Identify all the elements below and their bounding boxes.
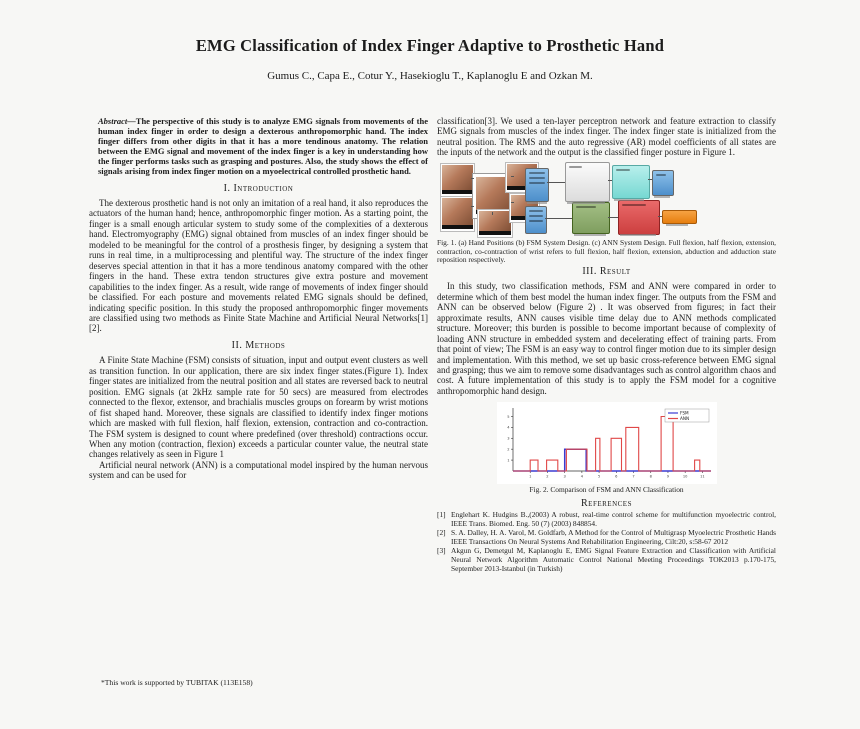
svg-text:10: 10 — [682, 474, 687, 479]
abstract-text: The perspective of this study is to analyze EMG signals from movements of the human index finger in order to design a dexterous anthropomorphic hand. The index finger differs from other digits in that it has a more tendinous anatomy. The relation between the EMG signal and movement of the index finger is a key in understanding how the finger performs tasks such as grasping and postures. Also, the study shows the effect of signals arising from index finger motion on a myoelectrical controlled prosthetic hand. — [98, 116, 428, 177]
figure-2 — [497, 402, 717, 495]
result-paragraph: In this study, two classification methods, FSM and ANN were compared in order to determine which of them best model the human index finger. The outputs from the FSM and ANN can be observed below (Figure 2) . It was observed from figures; in fact their approximate results, ANN causes visible time delay due to ANN methods complicated structure. Moreover; this burden is possible to become important because of complexity of loading ANN structure in embedded system and decelerating effect of training parts. From that point of view; The FSM is an easy way to control finger motion due to its simpler design and implementation. With this method, we set up basic cross-reference between EMG signal and grasping; thus we aim to remove some disadvantages such as control algorithm chaos and cost. A future implementation of this study is to apply the FSM model for a cognitive anthropomorphic hand design. — [437, 281, 776, 396]
hand-image — [442, 165, 473, 190]
svg-text:3: 3 — [506, 436, 509, 441]
section-heading-introduction: I. Introduction — [223, 182, 294, 194]
figure-1 — [437, 162, 700, 236]
svg-text:7: 7 — [631, 474, 635, 479]
section-heading-references: References — [581, 497, 632, 509]
svg-text:2: 2 — [545, 474, 549, 479]
svg-text:ANN: ANN — [679, 416, 689, 422]
reference-item — [437, 529, 776, 546]
svg-text:6: 6 — [614, 474, 617, 479]
section-heading-methods: II. Methods — [231, 339, 286, 351]
svg-text:11: 11 — [699, 474, 705, 479]
connector-line — [511, 202, 514, 203]
svg-text:1: 1 — [528, 474, 531, 479]
connector-line — [471, 178, 474, 179]
connector-line — [471, 206, 474, 207]
connector-line — [547, 182, 565, 183]
micro-caption — [527, 202, 547, 204]
svg-text:3: 3 — [563, 474, 566, 479]
reference-number: [3] — [437, 546, 446, 556]
svg-text:5: 5 — [597, 474, 600, 479]
fig2-plot — [497, 402, 717, 484]
connector-line — [608, 217, 618, 218]
hand-image — [442, 198, 473, 225]
fsm-state-machine-block — [565, 162, 610, 202]
svg-text:4: 4 — [580, 474, 583, 479]
micro-caption — [614, 199, 644, 201]
fsm-display-block — [652, 170, 674, 196]
abstract — [89, 116, 428, 177]
reference-number: [1] — [437, 510, 446, 520]
micro-caption — [620, 234, 656, 236]
support-footnote: *This work is supported by TUBITAK (113E158) — [101, 678, 253, 687]
hand-photo-bottom-center — [477, 209, 513, 238]
reference-item — [437, 511, 776, 528]
connector-line — [511, 176, 514, 177]
left-column — [89, 116, 428, 481]
ann-output-block — [662, 210, 697, 224]
ann-input-block — [525, 206, 547, 234]
reference-list — [437, 511, 776, 573]
micro-caption — [654, 196, 670, 198]
hand-image — [479, 211, 511, 231]
reference-item — [437, 547, 776, 573]
section-heading-result: III. Result — [582, 265, 631, 277]
svg-text:2: 2 — [506, 447, 509, 452]
svg-text:8: 8 — [649, 474, 652, 479]
hand-photo-mid-left — [440, 196, 475, 232]
photo-label-bar — [442, 225, 473, 229]
hand-photo-top-left — [440, 163, 475, 197]
micro-caption — [574, 234, 606, 236]
paper-authors: Gumus C., Capa E., Cotur Y., Hasekioglu T., Kaplanoglu E and Ozkan M. — [267, 70, 593, 82]
micro-caption — [567, 202, 605, 204]
figure-2-caption: Fig. 2. Comparison of FSM and ANN Classification — [529, 485, 684, 495]
photo-label-bar — [442, 190, 473, 194]
reference-text: S. A. Dalley, H. A. Varol, M. Goldfarb, A Method for the Control of Multigrasp Myoelectric Prosthetic Hands IEEE Transactions On Neural Systems And Rehabilitation Engineering, Cilt:20, s:58-67 2012 — [451, 528, 776, 546]
connector-line — [545, 218, 572, 219]
svg-text:4: 4 — [506, 426, 509, 431]
reference-text: Englehart K. Hudgins B.,(2003) A robust, real-time control scheme for multifunction myoelectric control, IEEE Trans. Biomed. Eng. 50 (7) (2003) 848854. — [451, 510, 776, 528]
paper-title: EMG Classification of Index Finger Adaptive to Prosthetic Hand — [195, 36, 665, 55]
classification-paragraph: classification[3]. We used a ten-layer perceptron network and feature extraction to classify EMG signals from muscles of the index finger. The index finger state is initialized from the neutral position. The RMS and the auto regressive (AR) model coefficients of all states are the inputs of the network and the output is the classified finger posture in Figure 1. — [437, 116, 776, 158]
ann-network-block — [618, 200, 660, 235]
micro-caption — [666, 224, 688, 226]
right-column — [437, 116, 776, 573]
photo-label-bar — [479, 231, 511, 235]
svg-text:5: 5 — [506, 415, 509, 420]
ann-feature-extraction-block — [572, 202, 610, 234]
svg-text:1: 1 — [506, 458, 509, 463]
fsm-output-block — [612, 165, 650, 199]
methods-paragraph-2: Artificial neural network (ANN) is a computational model inspired by the human nervous system and can be used for — [89, 459, 428, 481]
connector-line — [492, 212, 493, 215]
fsm-input-block — [525, 168, 549, 202]
reference-text: Akgun G, Demetgul M, Kaplanoglu E, EMG Signal Feature Extraction and Classification with Artificial Neural Network Algorithm Automatic Control National Meeting Proceedings TOK2013 p.170-175, September 2013-Istanbul (in Turkish) — [451, 546, 776, 573]
figure-1-caption: Fig. 1. (a) Hand Positions (b) FSM System Design. (c) ANN System Design. Full flexion, half flexion, extension, contraction, co-contraction of wrist refers to full flexion, half flexion, extension, abduction and adduction state reposition respectively. — [437, 237, 776, 265]
abstract-lead: Abstract— — [98, 116, 136, 126]
svg-text:FSM: FSM — [679, 410, 689, 416]
methods-paragraph-1: A Finite State Machine (FSM) consists of situation, input and output event clusters as well as transition function. In our application, there are six index finger states.(Figure 1). Index finger states are initialized from the neutral position and all states are reversed back to neutral position. EMG signals (at 2kHz sample rate for 50 secs) are measured from electrodes connected to the flexor, extensor, and brachialis muscles groups on forearm by wrist motions of fist shaped hand. Moreover, these signals are classified to identify index finger motions which are masked with full flexion, half flexion, extension, contraction and co-contraction. The FSM system is designed to count where predefined (over threshold) contractions occur. When any motion (contraction, flexion) exceeds a particular counter value, the neutral state changes relatively as seen in Figure 1 — [89, 355, 428, 460]
svg-text:9: 9 — [666, 474, 669, 479]
reference-number: [2] — [437, 528, 446, 538]
intro-paragraph: The dexterous prosthetic hand is not only an imitation of a real hand, it also reproduces the actuators of the human hand; hence, anthropomorphic finger motion. As a starting point, the finger is a small enough articular system to study some of the complexities of a dexterous hand. Electromyography (EMG) signal obtained from muscles of an index finger should be modeled to be meaningful for the control of a prosthesis finger, by designing a system that runs in real time, in a multiprocessing and plentiful way. The structure of the index finger deserves special attention in that it has a more tendinous anatomy compared with the other fingers in the hand. These extra tendon structures give extra posture and movement capabilities to the index finger. As a result, wide range of movements of index finger should be classified. For each posture and movements related EMG signals should be defined, indicating specific position. In this study the proposed anthropomorphic finger movements are classified using two methods as Finite State Machine and Artificial Neural Networks[1][2]. — [89, 198, 428, 334]
